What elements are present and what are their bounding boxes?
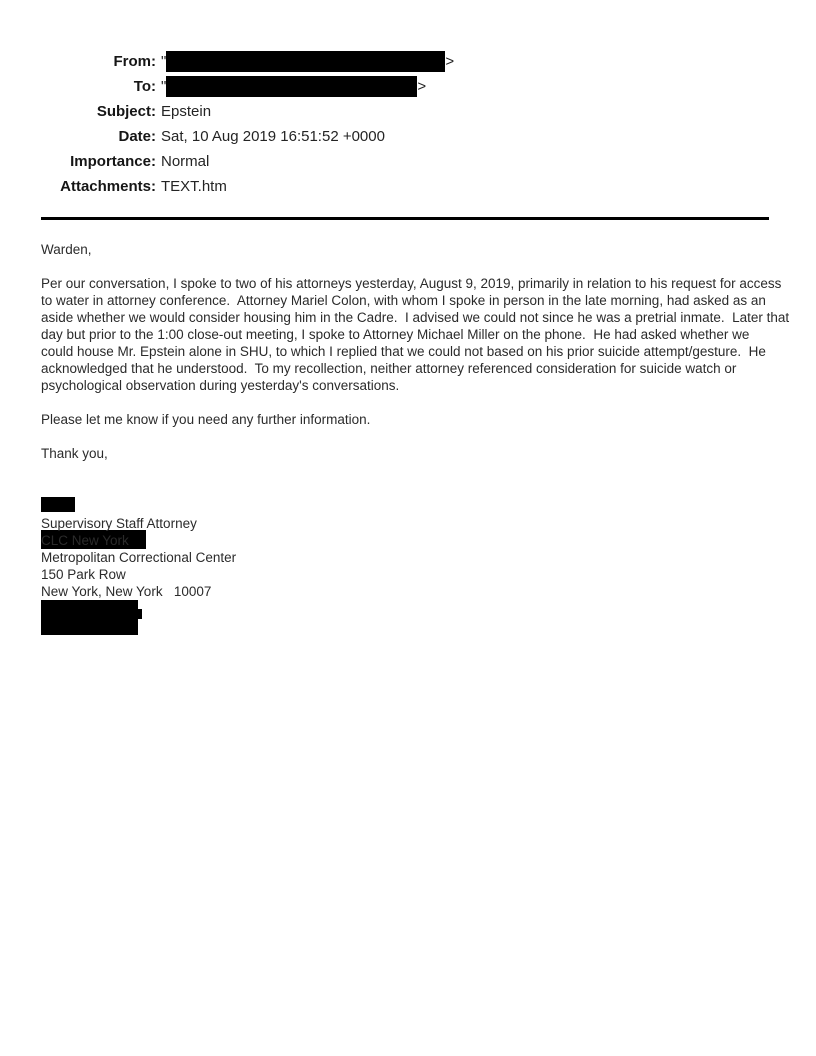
body-paragraph-line: aside whether we would consider housing him in the Cadre. I advised we could not since he was a pretrial inmate. Later that [41, 310, 790, 325]
body-paragraph-line: could house Mr. Epstein alone in SHU, to which I replied that we could not based on his prior suicide attempt/gesture. He [41, 344, 766, 359]
signature-street: 150 Park Row [41, 567, 126, 582]
salutation: Warden, [41, 242, 92, 257]
header-separator-rule [41, 217, 769, 220]
body-paragraph-line: acknowledged that he understood. To my recollection, neither attorney referenced consideration for suicide watch or [41, 361, 737, 376]
importance-label: Importance: [70, 153, 156, 170]
to-label: To: [133, 78, 156, 95]
header-row-to [41, 74, 454, 99]
body-paragraph-line: psychological observation during yesterday's conversations. [41, 378, 400, 393]
email-header [41, 49, 454, 199]
redacted-signer-name-line [41, 496, 789, 515]
header-row-subject [41, 99, 454, 124]
redacted-to-address-bar [166, 76, 417, 97]
subject-value: Epstein [161, 103, 212, 120]
signature-title: Supervisory Staff Attorney [41, 516, 197, 531]
body-paragraph-line: day but prior to the 1:00 close-out meeting, I spoke to Attorney Michael Miller on the phone. He had asked whether we [41, 327, 750, 342]
signature-facility: Metropolitan Correctional Center [41, 550, 237, 565]
blank-line [41, 394, 789, 411]
from-value [161, 49, 454, 74]
date-label: Date: [118, 128, 156, 145]
request-line: Please let me know if you need any further information. [41, 412, 371, 427]
from-label: From: [113, 53, 156, 70]
date-value: Sat, 10 Aug 2019 16:51:52 +0000 [161, 128, 385, 145]
header-row-from [41, 49, 454, 74]
to-value [161, 74, 426, 99]
signature-division: CLC New York [41, 533, 129, 548]
blank-line [41, 479, 789, 496]
redacted-initials-line [41, 462, 789, 479]
attachments-label: Attachments: [60, 178, 156, 195]
subject-label: Subject: [96, 103, 156, 120]
body-paragraph-line: Per our conversation, I spoke to two of his attorneys yesterday, August 9, 2019, primarily in relation to his request for access [41, 276, 782, 291]
to-angle-bracket: > [417, 78, 427, 95]
to-open-quote: " [161, 78, 167, 95]
blank-line [41, 428, 789, 445]
email-body [41, 241, 789, 635]
body-paragraph-line: to water in attorney conference. Attorney Mariel Colon, with whom I spoke in person in the late morning, had asked as an [41, 293, 766, 308]
header-row-attachments [41, 174, 454, 199]
from-angle-bracket: > [445, 53, 455, 70]
blank-line [41, 258, 789, 275]
header-row-importance [41, 149, 454, 174]
redacted-from-address-bar [166, 51, 445, 72]
signature-city-state-zip: New York, New York 10007 [41, 584, 212, 599]
closing-line: Thank you, [41, 446, 108, 461]
from-open-quote: " [161, 53, 167, 70]
importance-value: Normal [161, 153, 210, 170]
redacted-phone-block [41, 600, 138, 635]
attachments-value: TEXT.htm [161, 178, 227, 195]
header-row-date [41, 124, 454, 149]
